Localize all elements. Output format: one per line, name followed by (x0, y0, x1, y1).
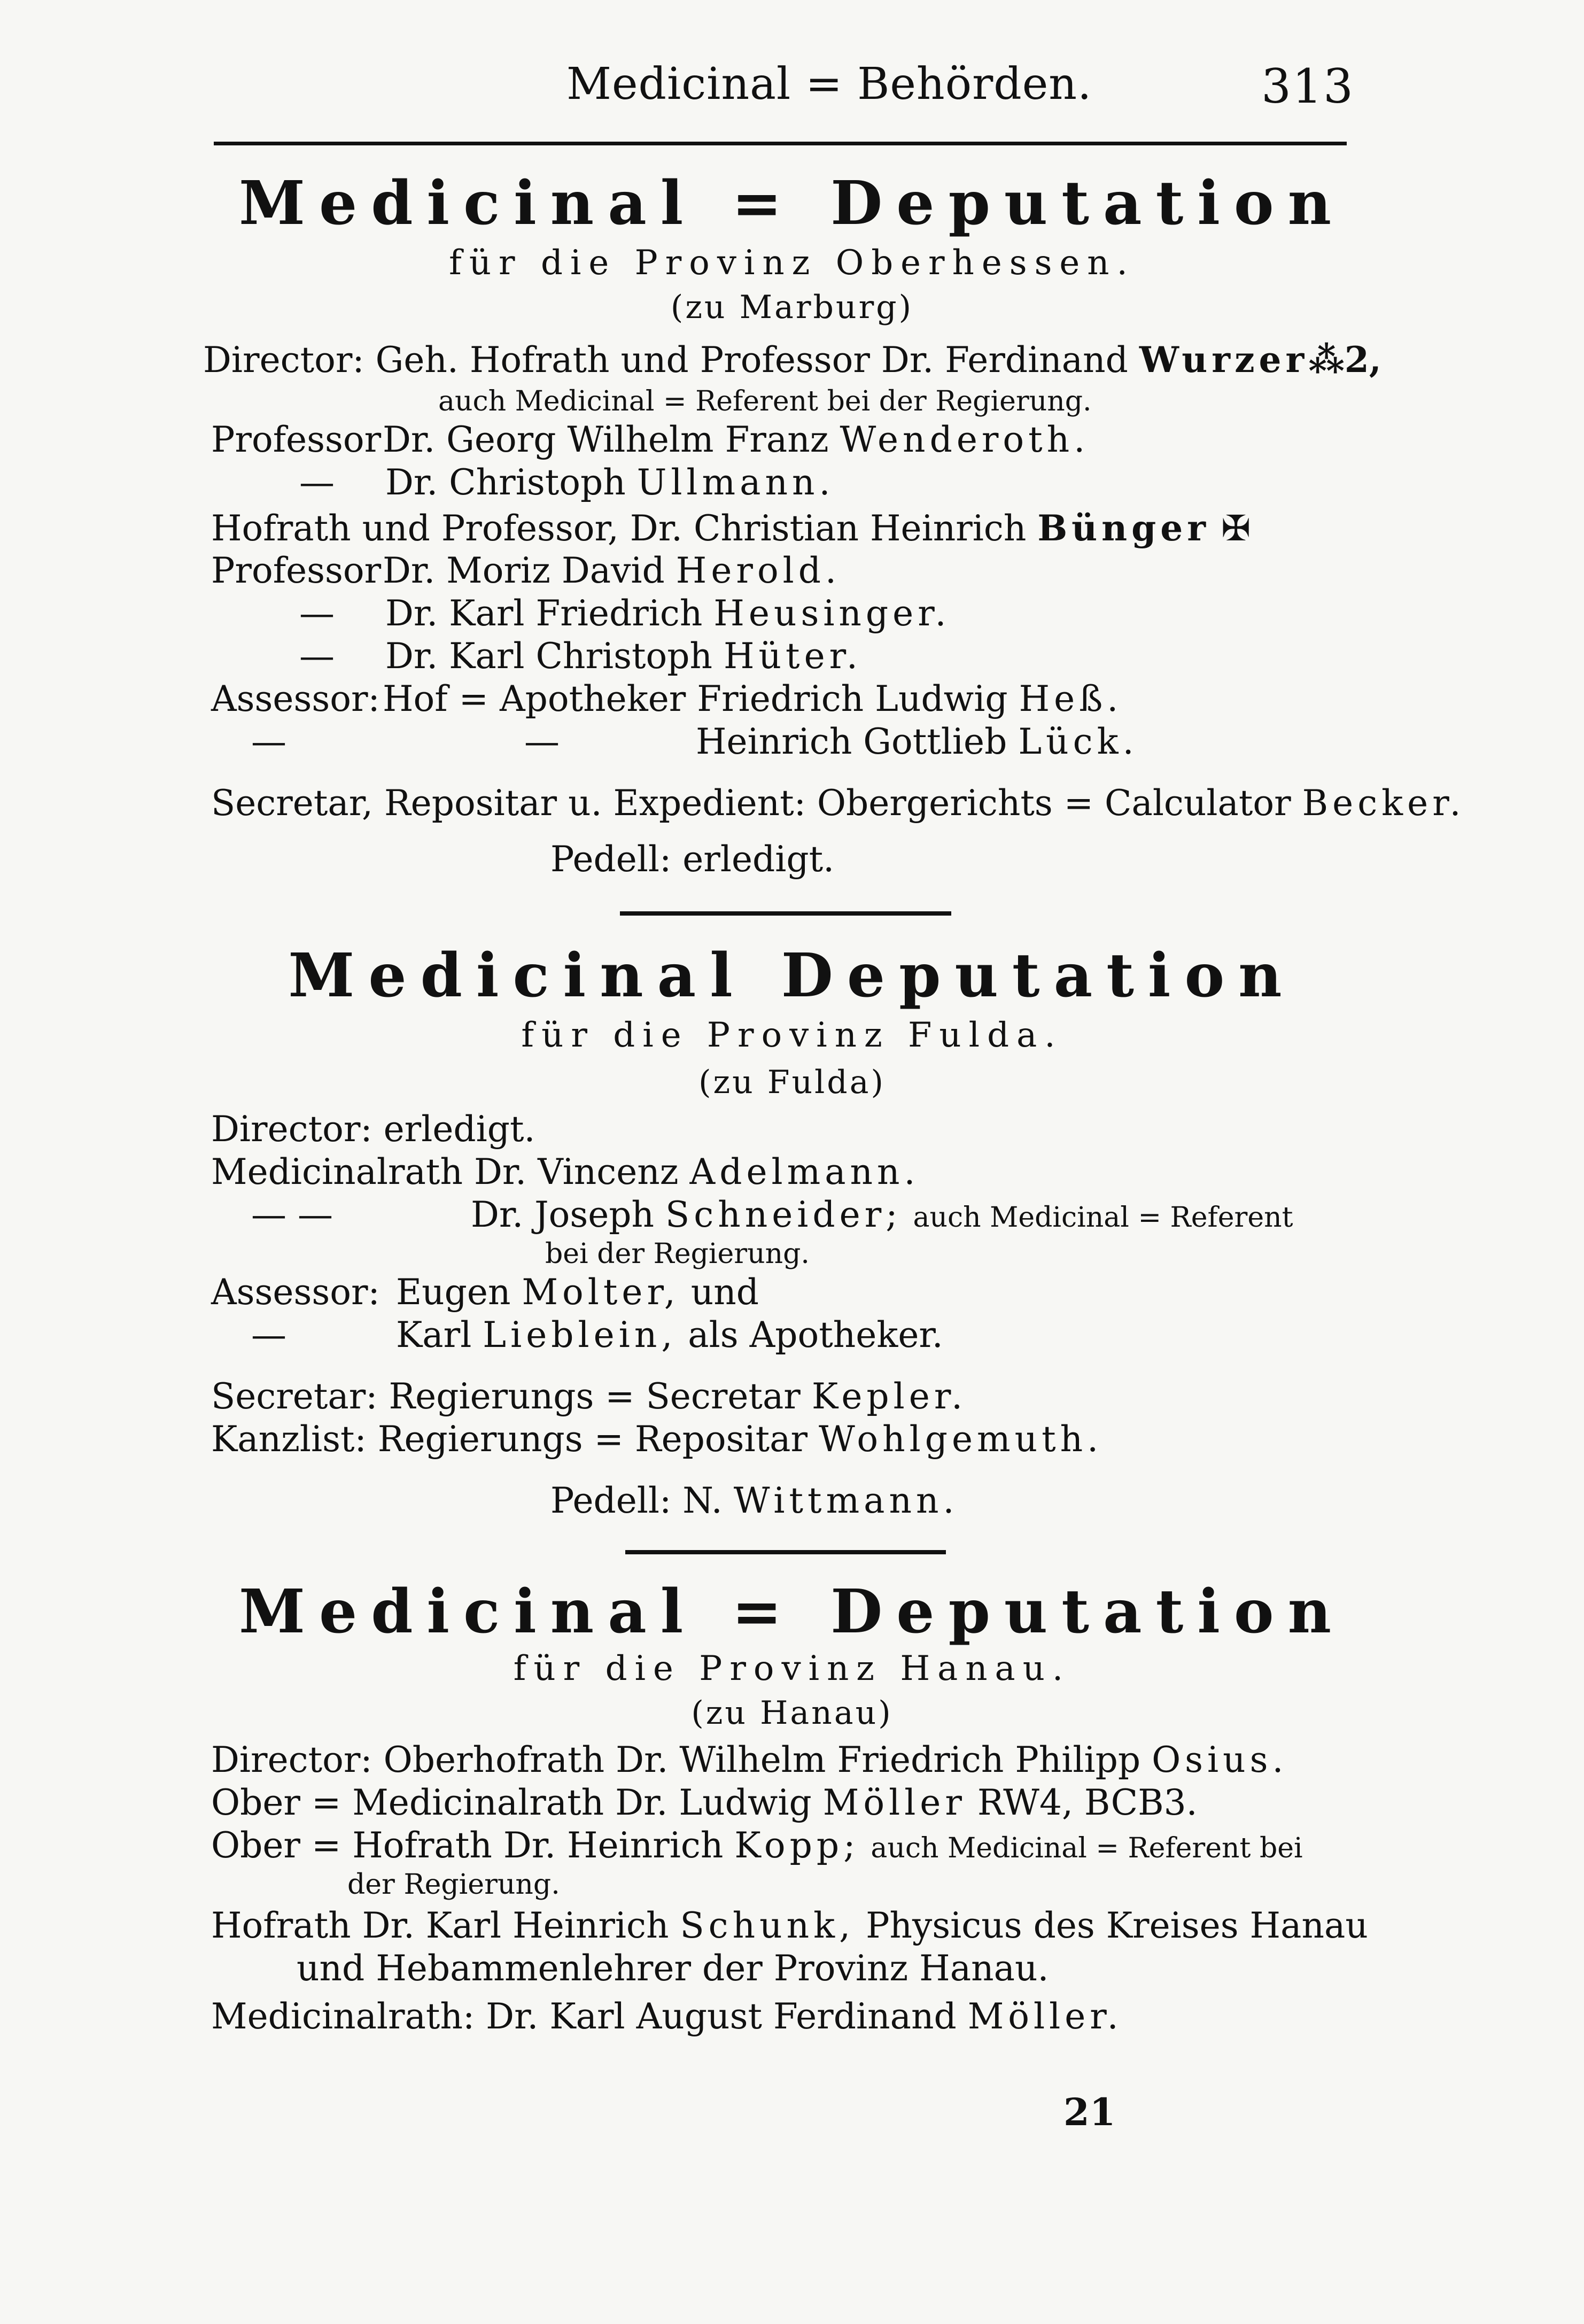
entry-text: Secretar, Repositar u. Expedient: Obergerichts = Calculator (211, 783, 1291, 824)
entry-name: Osius. (1152, 1739, 1288, 1780)
section-seat: (zu Fulda) (698, 1064, 886, 1101)
running-title: Medicinal = Behörden. (566, 59, 1092, 110)
cross-icon: ✠ (1221, 508, 1251, 549)
entry-text: Medicinalrath: Dr. Karl August Ferdinand (211, 1996, 957, 2037)
section-title: Medicinal = Deputation (238, 168, 1346, 238)
entry-name: Schneider; (665, 1194, 902, 1235)
entry-role: Professor (211, 419, 382, 460)
entry-text: Pedell: N. (550, 1480, 723, 1521)
entry-name: Hüter. (723, 636, 862, 677)
section-subtitle: für die Provinz Oberhessen. (449, 243, 1135, 283)
section-subtitle: für die Provinz Hanau. (513, 1649, 1071, 1688)
entry-role: — (299, 636, 335, 677)
entry-role: Medicinalrath (211, 1151, 463, 1192)
entry-text: Ober = Medicinalrath Dr. Ludwig (211, 1782, 812, 1823)
entry-text: Heinrich Gottlieb (695, 721, 1007, 762)
entry-name: Lieblein, (483, 1314, 677, 1355)
entry-role: — (251, 1314, 286, 1355)
entry-suffix: als Apotheker. (688, 1314, 943, 1355)
entry-text: Director: Oberhofrath Dr. Wilhelm Friedrich Philipp (211, 1739, 1141, 1780)
entry-suffix: und (690, 1272, 759, 1313)
section-separator (620, 911, 951, 916)
section-subtitle: für die Provinz Fulda. (521, 1016, 1063, 1055)
entry-name: Wenderoth. (840, 419, 1090, 460)
entry-suffix: RW4, BCB3. (977, 1782, 1198, 1823)
entry-text: Karl (395, 1314, 472, 1355)
entry-name: Möller (822, 1782, 966, 1823)
entry-line: der Regierung. (347, 1869, 560, 1901)
entry-name: Kepler. (811, 1376, 967, 1417)
entry-role: — (299, 593, 335, 634)
entry-text: Dr. Christoph (385, 462, 626, 503)
entry-line (251, 721, 1138, 762)
signature-mark: 21 (1063, 2090, 1116, 2134)
entry-line (203, 339, 1381, 381)
entry-line: Pedell: erledigt. (550, 839, 835, 880)
section-title: Medicinal = Deputation (238, 1577, 1346, 1647)
order-suffix: ⁂2, (1308, 339, 1381, 381)
entry-text: Dr. Karl Christoph (385, 636, 712, 677)
entry-role: Director: (203, 339, 364, 381)
entry-text: Geh. Hofrath und Professor Dr. Ferdinand (375, 339, 1128, 381)
section-separator (625, 1550, 946, 1554)
entry-suffix: auch Medicinal = Referent bei (871, 1832, 1303, 1864)
entry-name: Becker. (1302, 783, 1465, 824)
entry-line (211, 783, 1465, 824)
entry-role: Professor (211, 550, 382, 591)
entry-line (211, 1905, 1368, 1946)
entry-line (211, 1419, 1103, 1460)
section-seat: (zu Hanau) (691, 1694, 893, 1732)
entry-text: Eugen (395, 1272, 511, 1313)
section-title: Medicinal Deputation (288, 941, 1296, 1011)
entry-text: Dr. Joseph (470, 1194, 655, 1235)
entry-name: Möller. (967, 1996, 1123, 2037)
entry-line (211, 550, 841, 591)
entry-suffix: auch Medicinal = Referent (913, 1202, 1293, 1234)
entry-line (211, 678, 1123, 719)
entry-name: Lück. (1018, 721, 1138, 762)
entry-line: bei der Regierung. (545, 1238, 810, 1270)
entry-text: Hofrath Dr. Karl Heinrich (211, 1905, 669, 1946)
entry-line (211, 1151, 920, 1192)
entry-text: Hof = Apotheker Friedrich Ludwig (382, 678, 1008, 719)
entry-text: Ober = Hofrath Dr. Heinrich (211, 1825, 724, 1866)
entry-name: Schunk, (680, 1905, 855, 1946)
entry-line (211, 1996, 1123, 2037)
entry-text: Dr. Georg Wilhelm Franz (382, 419, 829, 460)
entry-line (211, 1739, 1288, 1780)
entry-line (211, 507, 1251, 549)
entry-line (211, 1782, 1198, 1823)
entry-text: Dr. Moriz David (382, 550, 665, 591)
entry-line (299, 593, 951, 634)
entry-line (299, 636, 862, 677)
entry-line: Director: erledigt. (211, 1109, 535, 1150)
entry-name: Heß. (1019, 678, 1123, 719)
entry-suffix: Physicus des Kreises Hanau (866, 1905, 1368, 1946)
entry-role: Assessor: (211, 1272, 380, 1313)
entry-role: — — (251, 1194, 333, 1235)
entry-name: Wurzer (1139, 339, 1309, 381)
entry-name: Herold. (675, 550, 841, 591)
entry-dash: — (524, 721, 560, 762)
entry-role: — (251, 721, 286, 762)
header-rule (214, 142, 1347, 145)
entry-text: Dr. Christian Heinrich (630, 508, 1027, 549)
entry-name: Ullmann. (636, 462, 835, 503)
entry-name: Wittmann. (733, 1480, 959, 1521)
entry-name: Heusinger. (713, 593, 951, 634)
entry-name: Adelmann. (689, 1151, 920, 1192)
entry-line (550, 1480, 959, 1521)
section-seat: (zu Marburg) (670, 289, 914, 326)
entry-name: Wohlgemuth. (819, 1419, 1103, 1460)
entry-line (211, 1376, 967, 1417)
entry-text: Dr. Karl Friedrich (385, 593, 703, 634)
entry-text: Dr. Vincenz (473, 1151, 679, 1192)
entry-text: Kanzlist: Regierungs = Repositar (211, 1419, 808, 1460)
entry-line (251, 1314, 943, 1355)
entry-role: Assessor: (211, 678, 380, 719)
entry-line: auch Medicinal = Referent bei der Regierung. (438, 385, 1092, 417)
entry-text: Secretar: Regierungs = Secretar (211, 1376, 801, 1417)
entry-name: Molter, (522, 1272, 680, 1313)
entry-name: Kopp; (734, 1825, 860, 1866)
entry-line (211, 419, 1090, 460)
entry-role: — (299, 462, 335, 503)
entry-line (299, 462, 835, 503)
entry-line (211, 1825, 1303, 1866)
entry-name: Bünger (1037, 507, 1210, 549)
entry-line: und Hebammenlehrer der Provinz Hanau. (297, 1948, 1049, 1989)
entry-line (211, 1272, 759, 1313)
entry-line (251, 1194, 1293, 1235)
page-number: 313 (1261, 59, 1354, 114)
entry-role: Hofrath und Professor, (211, 508, 619, 549)
